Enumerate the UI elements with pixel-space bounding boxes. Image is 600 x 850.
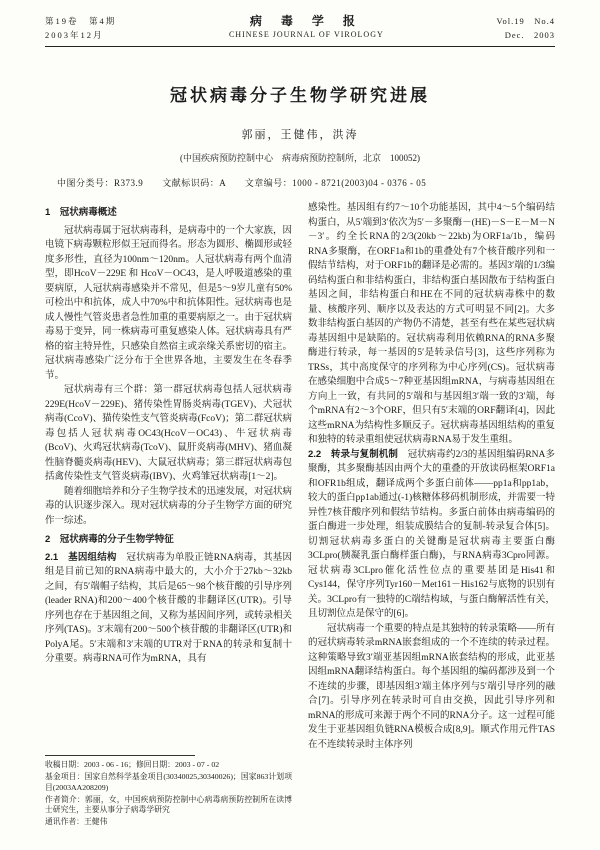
header-center-block	[116, 14, 496, 41]
footnote-funding: 基金项目：国家自然科学基金项目(30340025,30340026)；国家863计划项目(2003AA208209)	[45, 772, 292, 792]
header-left-block	[45, 14, 116, 42]
footnote-corresponding-author: 通讯作者：王健伟	[45, 817, 108, 827]
article-body	[45, 201, 555, 829]
subsection-text-2-1: 冠状病毒为单股正链RNA病毒，其基因组是目前已知的RNA病毒中最大的，大小介于27kb～32kb之间，有5′端帽子结构，其后是65～98个核苷酸的引导序列(leader RNA)和200～400个核苷酸的非翻译区(UTR)。引导序列也存在于基因组之间，又称为基因间序列，或转录相关序列(TAS)。3′末端有200～500个核苷酸的非翻译区(UTR)和PolyA尾。5′末端和3′末端的UTR对于RNA的转录和复制十分重要。病毒RNA可作为mRNA，具有	[45, 552, 292, 664]
date-english: Dec. 2003	[504, 30, 555, 40]
left-column	[45, 201, 292, 829]
section-heading-2: 2 冠状病毒的分子生物学特征	[45, 534, 174, 545]
date-chinese: 2003年12月	[45, 30, 104, 40]
journal-header	[45, 14, 555, 42]
paragraph-2-1	[45, 551, 292, 667]
paragraph: 随着细胞培养和分子生物学技术的迅速发展，对冠状病毒的认识逐步深入。现对冠状病毒的分子生物学方面的研究作一综述。	[45, 486, 292, 526]
journal-name-english: CHINESE JOURNAL OF VIROLOGY	[228, 30, 384, 39]
subsection-text-2-2: 冠状病毒约2/3的基因组编码RNA多聚酶，其多聚酶基因由两个大的重叠的开放读码框架ORF1a和OFR1b组成，翻译成两个多蛋白前体——pp1a和pp1ab，较大的蛋白pp1ab通过(-1)核糖体移码机制形成，并需要一特异性7核苷酸序列和假结节结构。多蛋白前体由病毒编码的蛋白酶进一步处理，组装成膜结合的复制-转录复合体[5]。切割冠状病毒多蛋白的关键酶是冠状病毒主要蛋白酶3CLpro(胰凝乳蛋白酶样蛋白酶)，与RNA病毒3Cpro同源。冠状病毒3CLpro催化活性位点的重要基团是His41和Cys144，保守序列Tyr160－Met161－His162与底物的识别有关。3CLpro有一独特的C端结构域，与蛋白酶解活性有关，且切割位点是保守的[6]。	[308, 449, 555, 619]
footnote-author-bio: 作者简介：郭丽，女，中国疾病预防控制中心病毒病预防控制所在读博士研究生，主要从事分子病毒学研究	[45, 794, 292, 815]
right-column	[308, 201, 555, 829]
section-heading-1: 1 冠状病毒概述	[45, 207, 117, 218]
subsection-label-2-1: 2.1 基因组结构	[45, 551, 117, 563]
subsection-label-2-2: 2.2 转录与复制机制	[308, 448, 399, 460]
header-right-block	[496, 14, 555, 42]
article-meta-line: 中图分类号：R373.9 文献标识码：A 文章编号：1000 - 8721(2003)04 - 0376 - 05	[57, 178, 427, 188]
journal-name-chinese: 病 毒 学 报	[249, 14, 363, 28]
article-authors: 郭丽，王健伟，洪涛	[241, 129, 359, 141]
header-divider	[45, 46, 555, 47]
volume-english: Vol.19 No.4	[496, 16, 555, 26]
article-title: 冠状病毒分子生物学研究进展	[170, 86, 430, 105]
paragraph: 感染性。基因组有约7～10个功能基因，其中4～5个编码结构蛋白，从5′端到3′依次为5′－多聚酶－(HE)－S－E－M－N－3′。约全长RNA的2/3(20kb～22kb)为ORF1a/1b，编码RNA多聚酶，在ORF1a和1b的重叠处有7个核苷酸序列和一假结节结构，对于ORF1b的翻译是必需的。基因3′端的1/3编码结构蛋白和非结构蛋白，非结构蛋白基因散布于结构蛋白基因之间，非结构蛋白和HE在不同的冠状病毒株中的数量、核酸序列、顺序以及表达的方式可明显不同[2]。大多数非结构蛋白基因的产物仍不清楚，甚至有些在某些冠状病毒基因组中是缺陷的。冠状病毒利用依赖RNA的RNA多聚酶进行转录，每一基因的5′是转录信号[3]，这些序列称为TRSs，其中高度保守的序列称为中心序列(CS)。冠状病毒在感染细胞中合成5～7种亚基因组mRNA，与病毒基因组在方向上一致，有共同的5′端和与基因组3′端一致的3′端，每个mRNA有2～3个ORF，但只有5′末端的ORF翻译[4]，因此这些mRNA为结构性多顺反子。冠状病毒基因组结构的重复和独特的转录重组使冠状病毒RNA易于发生重组。	[308, 203, 555, 445]
paragraph: 冠状病毒属于冠状病毒科，是病毒中的一个大家族，因电镜下病毒颗粒形似王冠而得名。形态为圆形、椭圆形或轻度多形性，直径为100nm～120nm。人冠状病毒有两个血清型，即HcoV－229E 和 HcoV－OC43，是人呼吸道感染的重要病原，人冠状病毒感染并不常见，但是5～9岁儿童有50%可检出中和抗体，成人中70%中和抗体阳性。冠状病毒也是成人慢性气管炎患者急性加重的重要病原之一。由于冠状病毒易于变异，同一株病毒可重复感染人体。冠状病毒具有严格的宿主特异性，只感染自然宿主或亲缘关系密切的宿主。冠状病毒感染广泛分布于全世界各地，主要发生在冬春季节。	[45, 225, 292, 381]
volume-issue: 第19卷 第4期	[45, 16, 117, 26]
footnote-received-date: 收稿日期：2003 - 06 - 16；修回日期：2003 - 07 - 02	[45, 760, 220, 770]
paragraph-2-2	[308, 448, 555, 622]
footnote-divider	[45, 755, 195, 756]
footnote-area	[45, 751, 292, 829]
paragraph: 冠状病毒有三个群：第一群冠状病毒包括人冠状病毒229E(HcoV－229E)、猪传染性胃肠炎病毒(TGEV)、犬冠状病毒(CcoV)、猫传染性支气管炎病毒(FcoV)；第二群冠状病毒包括人冠状病毒OC43(HcoV－OC43)、牛冠状病毒(BcoV)、火鸡冠状病毒(TcoV)、鼠肝炎病毒(MHV)、猪血凝性脑脊髓炎病毒(HEV)、大鼠冠状病毒；第三群冠状病毒包括禽传染性支气管炎病毒(IBV)、火鸡雏冠状病毒[1～2]。	[45, 385, 292, 482]
paragraph: 冠状病毒一个重要的特点是其独特的转录策略——所有的冠状病毒转录mRNA嵌套组成的一个不连续的转录过程。这种策略导致3′端亚基因组mRNA嵌套结构的形成，此亚基因组mRNA翻译结构蛋白。每个基因组的编码都涉及到一个不连续的步骤，即基因组3′端主体序列与5′端引导序列的融合[7]。引导序列在转录时可自由交换，因此引导序列和mRNA的形成可来源于两个不同的RNA分子。这一过程可能发生于亚基因组负链RNA模板合成[8,9]。顺式作用元件TAS在不连续转录时主体序列	[308, 623, 555, 750]
article-affiliation: (中国疾病预防控制中心 病毒病预防控制所，北京 100052)	[180, 153, 420, 163]
